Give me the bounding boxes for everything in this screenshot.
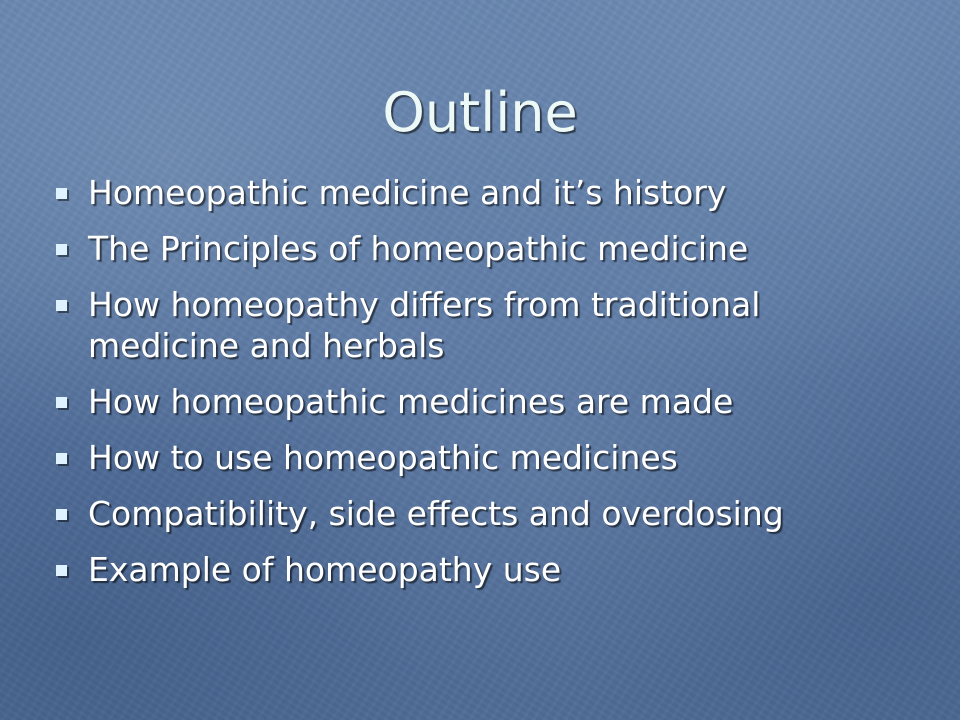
bullet-text: Example of homeopathy use xyxy=(88,550,562,589)
bullet-text: The Principles of homeopathic medicine xyxy=(88,229,749,268)
square-bullet-icon xyxy=(56,565,67,576)
slide-title: Outline xyxy=(382,81,578,144)
bullet-list xyxy=(56,172,916,605)
bullet-item xyxy=(56,381,916,422)
bullet-item xyxy=(56,493,916,534)
bullet-item xyxy=(56,549,916,590)
bullet-item xyxy=(56,284,916,366)
square-bullet-icon xyxy=(56,509,67,520)
bullet-text: How homeopathic medicines are made xyxy=(88,382,734,421)
bullet-text: How to use homeopathic medicines xyxy=(88,438,678,477)
bullet-item xyxy=(56,172,916,213)
square-bullet-icon xyxy=(56,244,67,255)
bullet-item xyxy=(56,228,916,269)
square-bullet-icon xyxy=(56,188,67,199)
bullet-text: How homeopathy differs from traditional medicine and herbals xyxy=(88,285,761,365)
bullet-text: Compatibility, side effects and overdosing xyxy=(88,494,784,533)
bullet-item xyxy=(56,437,916,478)
square-bullet-icon xyxy=(56,453,67,464)
square-bullet-icon xyxy=(56,300,67,311)
square-bullet-icon xyxy=(56,397,67,408)
bullet-text: Homeopathic medicine and it’s history xyxy=(88,173,727,212)
